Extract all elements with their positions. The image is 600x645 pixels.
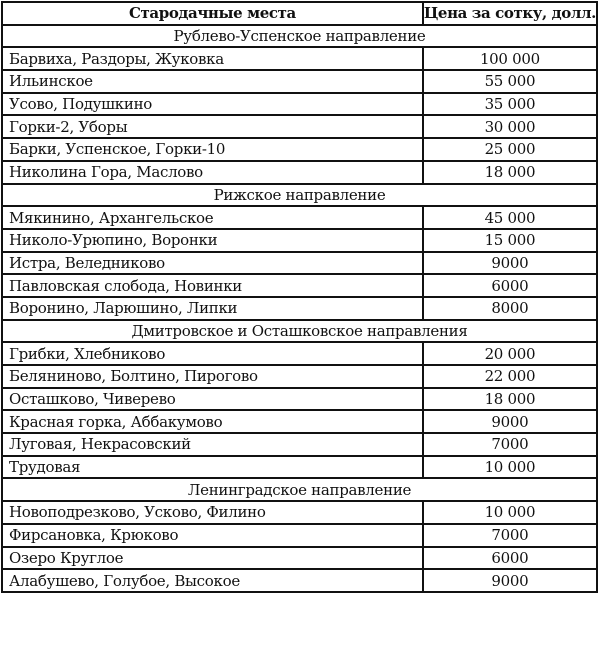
place-cell: Павловская слобода, Новинки [2,274,423,297]
price-cell: 25 000 [423,138,597,161]
place-cell: Красная горка, Аббакумово [2,410,423,433]
place-cell: Трудовая [2,456,423,479]
table-row [2,206,597,229]
price-cell: 7000 [423,433,597,456]
place-cell: Фирсановка, Крюково [2,524,423,547]
place-cell: Грибки, Хлебниково [2,342,423,365]
table-row [2,388,597,411]
place-cell: Алабушево, Голубое, Высокое [2,569,423,592]
price-cell: 9000 [423,410,597,433]
section-title: Дмитровское и Осташковское направления [2,320,597,343]
table-row [2,547,597,570]
price-cell: 7000 [423,524,597,547]
table-row [2,342,597,365]
place-cell: Николина Гора, Маслово [2,161,423,184]
price-cell: 22 000 [423,365,597,388]
table-row [2,524,597,547]
section-title: Рублево-Успенское направление [2,25,597,48]
price-cell: 30 000 [423,115,597,138]
table-row [2,456,597,479]
table-row [2,433,597,456]
place-cell: Усово, Подушкино [2,93,423,116]
column-header-price: Цена за сотку, долл. [423,2,597,25]
price-cell: 9000 [423,252,597,275]
section-row [2,25,597,48]
price-cell: 15 000 [423,229,597,252]
section-title: Рижское направление [2,184,597,207]
place-cell: Озеро Круглое [2,547,423,570]
header-row [2,2,597,25]
place-cell: Горки-2, Уборы [2,115,423,138]
section-row [2,478,597,501]
section-title: Ленинградское направление [2,478,597,501]
table-row [2,365,597,388]
price-table [1,1,598,593]
section-row [2,184,597,207]
price-cell: 45 000 [423,206,597,229]
price-cell: 6000 [423,274,597,297]
section-row [2,320,597,343]
place-cell: Луговая, Некрасовский [2,433,423,456]
table-row [2,161,597,184]
place-cell: Воронино, Ларюшино, Липки [2,297,423,320]
table-row [2,274,597,297]
place-cell: Барвиха, Раздоры, Жуковка [2,47,423,70]
table-row [2,47,597,70]
table-row [2,297,597,320]
table-row [2,501,597,524]
price-cell: 100 000 [423,47,597,70]
table-row [2,252,597,275]
place-cell: Мякинино, Архангельское [2,206,423,229]
price-cell: 10 000 [423,501,597,524]
price-cell: 18 000 [423,388,597,411]
price-cell: 18 000 [423,161,597,184]
place-cell: Беляниново, Болтино, Пирогово [2,365,423,388]
price-cell: 9000 [423,569,597,592]
table-row [2,229,597,252]
place-cell: Барки, Успенское, Горки-10 [2,138,423,161]
place-cell: Николо-Урюпино, Воронки [2,229,423,252]
table-row [2,70,597,93]
table-row [2,115,597,138]
place-cell: Осташково, Чиверево [2,388,423,411]
place-cell: Ильинское [2,70,423,93]
place-cell: Истра, Веледниково [2,252,423,275]
price-cell: 8000 [423,297,597,320]
price-cell: 6000 [423,547,597,570]
price-cell: 35 000 [423,93,597,116]
table-row [2,93,597,116]
column-header-places: Стародачные места [2,2,423,25]
price-cell: 20 000 [423,342,597,365]
table-row [2,410,597,433]
table-row [2,138,597,161]
price-cell: 10 000 [423,456,597,479]
table-row [2,569,597,592]
place-cell: Новоподрезково, Усково, Филино [2,501,423,524]
price-cell: 55 000 [423,70,597,93]
